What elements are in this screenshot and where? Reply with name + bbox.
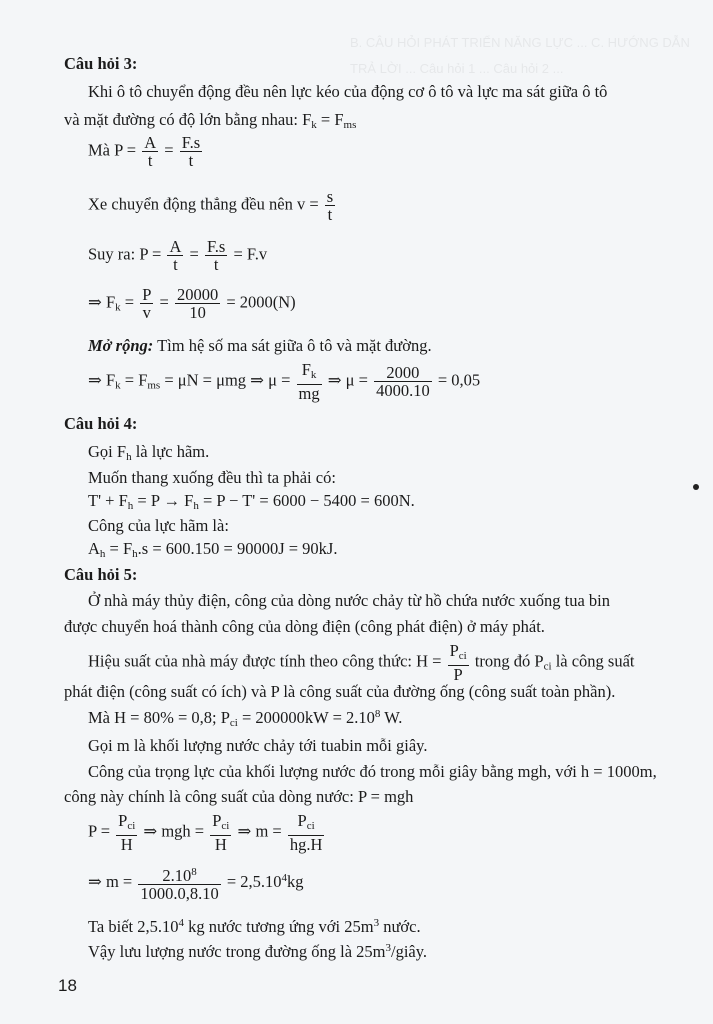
q3-derive-p: Suy ra: P = $\frac{A}{t}$ = $\frac{F.s}{t}$ = F.v	[88, 237, 268, 274]
q3-para-2: và mặt đường có độ lớn bằng nhau: $F_k = F_{ms}$	[64, 110, 357, 131]
q5-title: Câu hỏi 5:	[64, 565, 138, 584]
q4-line-2: Muốn thang xuống đều thì ta phải có:	[88, 468, 336, 487]
q5-line-1: Ở nhà máy thủy điện, công của dòng nước chảy từ hồ chứa nước xuống tua bin	[88, 591, 610, 610]
q3-extension: Mở rộng: Tìm hệ số ma sát giữa ô tô và mặt đường.	[88, 336, 432, 355]
q5-efficiency-formula: Hiệu suất của nhà máy được tính theo công thức: H = $\frac{P_{ci}}{P}$ trong đó $P_{ci}$ là công suất	[88, 641, 635, 684]
q5-mass-result: ⇒ m = $\frac{2.10^8}{1000.0,8.10}$ = $2,5.10^4kg$	[88, 866, 304, 903]
q3-force-result: ⇒ $F_k$ = $\frac{P}{v}$ = $\frac{20000}{10}$ = 2000(N)	[88, 285, 296, 322]
q4-line-5: $A_h = F_h.s = 600.150 = 90000J = 90kJ$.	[88, 539, 338, 560]
q3-title: Câu hỏi 3:	[64, 54, 138, 73]
q3-power-formula: Mà P = $\frac{A}{t}$ = $\frac{F.s}{t}$	[88, 133, 201, 170]
q5-line-2: được chuyển hoá thành công của dòng điện (công phát điện) ở máy phát.	[64, 617, 545, 636]
q5-mass-derivation: P = $\frac{P_{ci}}{H}$ ⇒ mgh = $\frac{P_{ci}}{H}$ ⇒ m = $\frac{P_{ci}}{hg.H}$	[88, 811, 323, 854]
q5-line-7: Công của trọng lực của khối lượng nước đó trong mỗi giây bằng mgh, với h = 1000m,	[88, 762, 657, 781]
q3-para-1: Khi ô tô chuyển động đều nên lực kéo của động cơ ô tô và lực ma sát giữa ô tô	[88, 82, 608, 101]
q4-title: Câu hỏi 4:	[64, 414, 138, 433]
bleed-through-text: B. CÂU HỎI PHÁT TRIỂN NĂNG LỰC ... C. HƯỚNG DẪN TRẢ LỜI ... Câu hỏi 1 ... Câu hỏi 2 ...	[350, 35, 690, 76]
page-number: 18	[58, 976, 77, 995]
q5-line-6: Gọi m là khối lượng nước chảy tới tuabin mỗi giây.	[88, 736, 428, 755]
margin-dot	[693, 484, 699, 490]
q5-line-10: Vậy lưu lượng nước trong đường ống là $25m^3$/giây.	[88, 942, 428, 961]
q5-line-9: Ta biết 2,5.10$^4$ kg nước tương ứng với $25m^3$ nước.	[88, 917, 421, 936]
q5-line-4: phát điện (công suất có ích) và P là công suất của đường ống (công suất toàn phần).	[64, 682, 616, 701]
q3-velocity: Xe chuyển động thẳng đều nên v = $\frac{s}{t}$	[88, 187, 334, 224]
q5-line-8: công này chính là công suất của dòng nước: P = mgh	[64, 787, 414, 806]
q4-line-3: $T' + F_h = P \to F_h = P - T' = 6000 - 5400 = 600N$.	[88, 491, 415, 512]
q4-line-1: Gọi $F_h$ là lực hãm.	[88, 442, 210, 463]
q3-friction-coefficient: ⇒ $F_k = F_{ms} = \mu N = \mu mg$ ⇒ μ = $\frac{F_k}{mg}$ ⇒ μ = $\frac{2000}{4000.10}$ = 0,05	[88, 360, 481, 403]
q4-line-4: Công của lực hãm là:	[88, 516, 229, 535]
q5-line-5: Mà H = 80% = 0,8; $P_{ci} = 200000kW = 2.10^8$ W.	[88, 708, 403, 729]
